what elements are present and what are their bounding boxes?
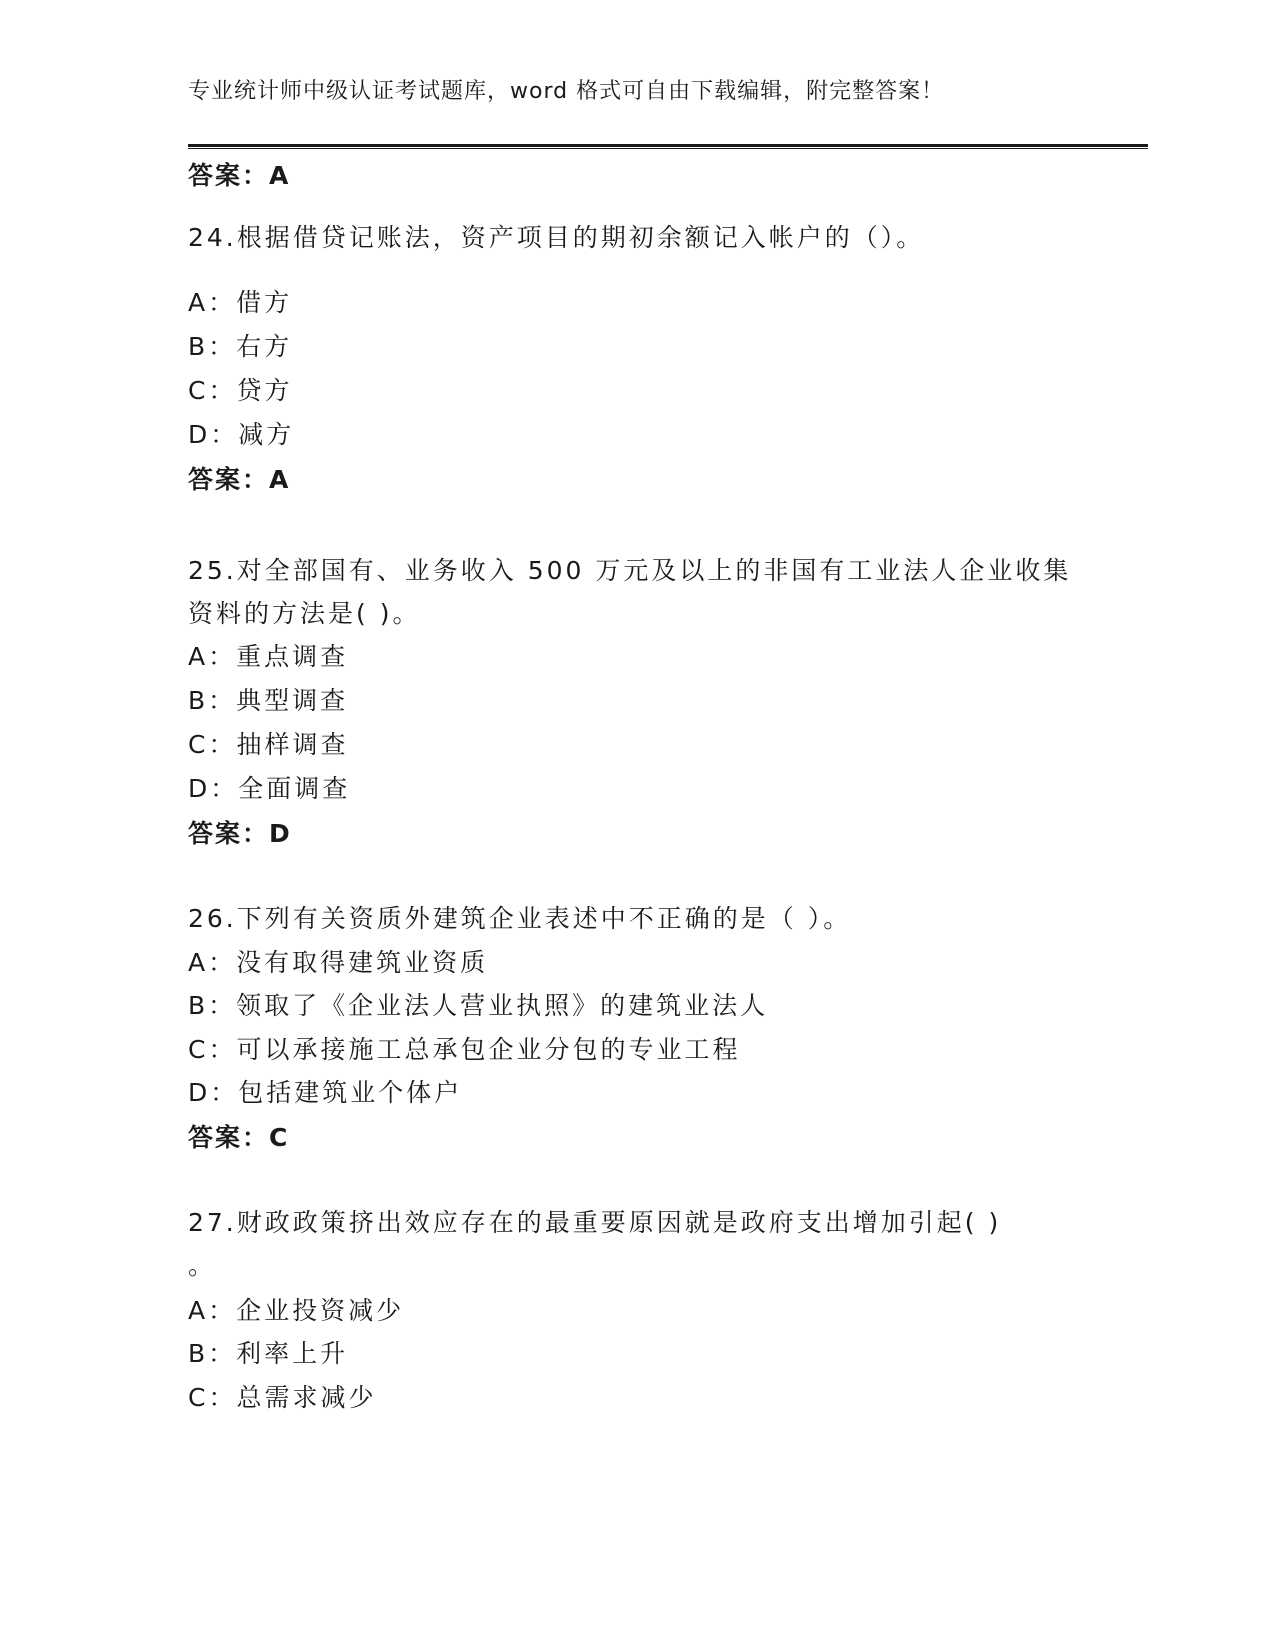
question-line: 资料的方法是( )。 <box>188 599 421 628</box>
header-divider <box>188 144 1148 149</box>
question-line: 25.对全部国有、业务收入 500 万元及以上的非国有工业法人企业收集 <box>188 556 1072 585</box>
option-line: B：典型调查 <box>188 686 349 715</box>
option-line: D：全面调查 <box>188 774 351 803</box>
option-line: B：利率上升 <box>188 1339 349 1368</box>
option-line: B：领取了《企业法人营业执照》的建筑业法人 <box>188 991 769 1020</box>
answer-line: 答案：D <box>188 819 292 848</box>
question-line: 。 <box>188 1251 217 1280</box>
question-line: 24.根据借贷记账法，资产项目的期初余额记入帐户的（）。 <box>188 223 925 252</box>
option-line: A：重点调查 <box>188 642 349 671</box>
answer-line: 答案：A <box>188 161 291 190</box>
answer-line: 答案：C <box>188 1123 290 1152</box>
option-line: A：借方 <box>188 288 293 317</box>
option-line: B：右方 <box>188 332 293 361</box>
question-line: 26.下列有关资质外建筑企业表述中不正确的是（ ）。 <box>188 904 852 933</box>
option-line: A：没有取得建筑业资质 <box>188 948 489 977</box>
option-line: D：包括建筑业个体户 <box>188 1078 463 1107</box>
option-line: C：抽样调查 <box>188 730 349 759</box>
option-line: C：可以承接施工总承包企业分包的专业工程 <box>188 1035 741 1064</box>
option-line: C：贷方 <box>188 376 293 405</box>
question-line: 27.财政政策挤出效应存在的最重要原因就是政府支出增加引起( ) <box>188 1208 1002 1237</box>
option-line: A：企业投资减少 <box>188 1296 405 1325</box>
answer-line: 答案：A <box>188 465 291 494</box>
option-line: C：总需求减少 <box>188 1383 377 1412</box>
option-line: D：减方 <box>188 420 295 449</box>
page-header-text: 专业统计师中级认证考试题库，word 格式可自由下载编辑，附完整答案！ <box>188 79 945 104</box>
